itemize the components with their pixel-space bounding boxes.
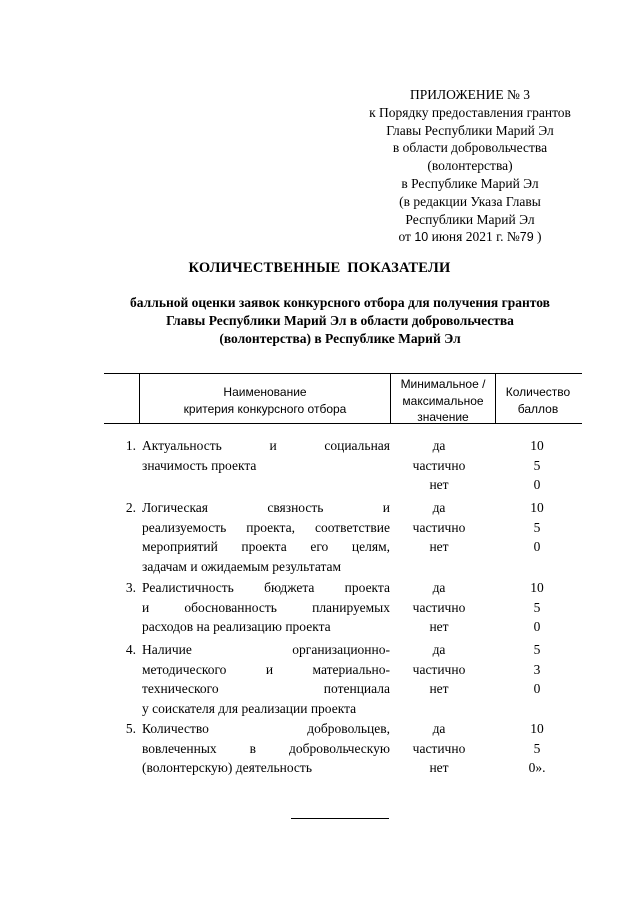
page-title: КОЛИЧЕСТВЕННЫЕ ПОКАЗАТЕЛИ <box>188 260 451 276</box>
date-prefix: от <box>398 229 411 245</box>
appendix-block <box>340 86 600 247</box>
points-cell: 0». <box>528 760 546 775</box>
header-line: баллов <box>517 401 559 416</box>
points-cell: 0 <box>533 619 541 634</box>
row-values <box>394 436 484 495</box>
value-cell: нет <box>429 619 449 634</box>
criterion-line: у соискателя для реализации проекта <box>142 700 357 716</box>
header-line: Минимальное / <box>400 377 486 391</box>
appendix-line: в области добровольчества <box>392 140 548 156</box>
header-line: значение <box>417 410 469 424</box>
row-points <box>504 578 570 637</box>
appendix-line: Главы Республики Марий Эл <box>386 122 554 138</box>
criterion-line: реализуемость проекта, соответствие <box>142 519 390 535</box>
row-number: 5. <box>125 721 136 736</box>
value-cell: нет <box>429 477 449 492</box>
row-values <box>394 640 484 699</box>
row-number: 4. <box>125 642 136 657</box>
table-header-bottom-rule <box>104 423 582 424</box>
criterion-line: расходов на реализацию проекта <box>142 619 331 634</box>
row-number: 3. <box>125 580 136 595</box>
row-values <box>394 719 484 778</box>
criterion-line: и обоснованность планируемых <box>142 599 390 615</box>
table-top-rule <box>104 373 582 374</box>
appendix-line: Республики Марий Эл <box>405 211 535 227</box>
date-close: ) <box>537 229 542 245</box>
value-cell: частично <box>412 661 466 677</box>
header-points <box>494 384 582 417</box>
criterion-line: (волонтерскую) деятельность <box>142 760 312 775</box>
value-cell: нет <box>429 760 449 775</box>
criterion-line: Логическая связность и <box>142 500 390 515</box>
points-cell: 3 <box>533 661 541 677</box>
criterion-line: задачам и ожидаемым результатам <box>142 558 342 574</box>
points-cell: 0 <box>533 539 541 554</box>
row-points <box>504 436 570 495</box>
criterion-line: Реалистичность бюджета проекта <box>142 580 390 595</box>
criterion-line: мероприятий проекта его целям, <box>142 539 390 554</box>
appendix-date-line <box>340 228 600 247</box>
criterion-line: Актуальность и социальная <box>142 438 390 453</box>
criterion-line: вовлеченных в добровольческую <box>142 740 390 756</box>
value-cell: частично <box>412 740 466 756</box>
row-criterion <box>142 498 390 576</box>
date-rest: июня 2021 г. № <box>431 229 520 245</box>
row-number: 1. <box>125 438 136 453</box>
points-cell: 10 <box>530 500 544 515</box>
criterion-line: методического и материально- <box>142 661 390 677</box>
row-criterion <box>142 719 390 778</box>
value-cell: да <box>432 721 446 736</box>
subtitle-line: (волонтерства) в Республике Марий Эл <box>219 331 461 346</box>
header-value <box>391 376 495 426</box>
value-cell: частично <box>412 457 466 473</box>
header-line: Количество <box>505 385 571 399</box>
page-subtitle <box>80 294 600 348</box>
header-line: максимальное <box>402 393 484 408</box>
points-cell: 0 <box>533 477 541 492</box>
row-points <box>504 498 570 557</box>
row-points <box>504 640 570 699</box>
row-criterion <box>142 436 390 475</box>
value-cell: нет <box>429 539 449 554</box>
row-criterion <box>142 640 390 718</box>
value-cell: да <box>432 438 446 453</box>
criterion-line: значимость проекта <box>142 457 257 473</box>
value-cell: частично <box>412 519 466 535</box>
criterion-line: Наличие организационно- <box>142 642 390 657</box>
value-cell: да <box>432 500 446 515</box>
closing-rule <box>291 818 389 819</box>
decree-number: 79 <box>519 230 534 245</box>
appendix-line: (волонтерства) <box>427 158 513 174</box>
appendix-line: ПРИЛОЖЕНИЕ № 3 <box>409 87 531 102</box>
points-cell: 0 <box>533 681 541 696</box>
appendix-line: (в редакции Указа Главы <box>399 193 541 209</box>
row-values <box>394 498 484 557</box>
points-cell: 10 <box>530 580 544 595</box>
points-cell: 5 <box>533 519 541 535</box>
value-cell: да <box>432 580 446 595</box>
points-cell: 10 <box>530 721 544 736</box>
appendix-line: к Порядку предоставления грантов <box>369 104 571 120</box>
header-line: критерия конкурсного отбора <box>183 401 347 416</box>
points-cell: 5 <box>533 457 541 473</box>
header-line: Наименование <box>223 385 307 399</box>
points-cell: 5 <box>533 599 541 615</box>
subtitle-line: балльной оценки заявок конкурсного отбора для получения грантов <box>130 295 550 310</box>
value-cell: частично <box>412 599 466 615</box>
value-cell: нет <box>429 681 449 696</box>
value-cell: да <box>432 642 446 657</box>
date-day: 10 <box>414 230 429 245</box>
row-criterion <box>142 578 390 637</box>
subtitle-line: Главы Республики Марий Эл в области добровольчества <box>166 313 514 328</box>
appendix-line: в Республике Марий Эл <box>401 175 539 191</box>
points-cell: 5 <box>533 740 541 756</box>
points-cell: 10 <box>530 438 544 453</box>
points-cell: 5 <box>533 642 541 657</box>
row-values <box>394 578 484 637</box>
row-points <box>504 719 570 778</box>
criterion-line: Количество добровольцев, <box>142 721 390 736</box>
header-criterion <box>140 384 390 417</box>
criterion-line: технического потенциала <box>142 681 390 696</box>
row-number: 2. <box>125 500 136 515</box>
